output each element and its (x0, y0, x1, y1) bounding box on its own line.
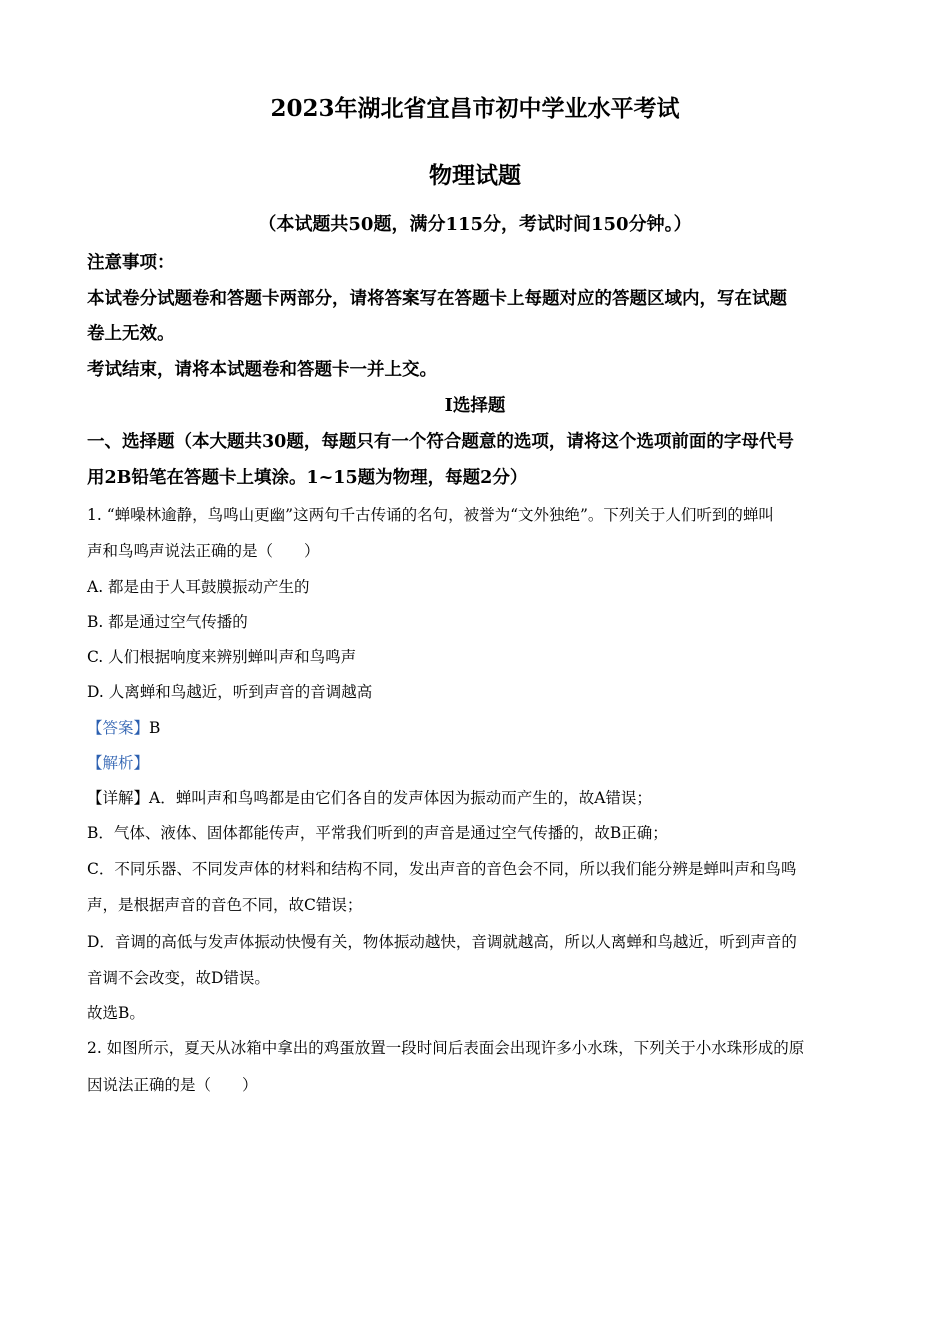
q1-detail-c-line-1: C．不同乐器、不同发声体的材料和结构不同，发出声音的音色会不同，所以我们能分辨是蝉叫声和鸟鸣 (87, 860, 797, 878)
q1-option-a: A. 都是由于人耳鼓膜振动产生的 (87, 578, 310, 596)
q1-option-d: D. 人离蝉和鸟越近，听到声音的音调越高 (87, 683, 373, 701)
notes-line-2: 卷上无效。 (87, 324, 175, 344)
q1-option-b: B. 都是通过空气传播的 (87, 613, 248, 631)
detail-tag: 【详解】 (87, 789, 150, 807)
q1-answer (87, 716, 160, 738)
notes-line-1: 本试卷分试题卷和答题卡两部分，请将答案写在答题卡上每题对应的答题区域内，写在试题 (87, 289, 787, 309)
q1-detail-b: B．气体、液体、固体都能传声，平常我们听到的声音是通过空气传播的，故B正确； (87, 824, 668, 842)
q1-stem-line-2: 声和鸟鸣声说法正确的是（ ） (87, 542, 320, 560)
detail-a-text: A．蝉叫声和鸟鸣都是由它们各自的发声体因为振动而产生的，故A错误； (149, 789, 652, 807)
analysis-tag: 【解析】 (87, 754, 150, 772)
q2-stem-line-1: 2. 如图所示，夏天从冰箱中拿出的鸡蛋放置一段时间后表面会出现许多小水珠，下列关于小水珠形成的原 (87, 1039, 805, 1057)
section-heading-line-1: 一、选择题（本大题共30题，每题只有一个符合题意的选项，请将这个选项前面的字母代号 (87, 432, 794, 452)
notes-heading: 注意事项： (87, 253, 175, 273)
q2-stem-line-2: 因说法正确的是（ ） (87, 1076, 258, 1094)
q1-detail-a (87, 786, 652, 808)
section-heading-line-2: 用2B铅笔在答题卡上填涂。1~15题为物理，每题2分） (87, 468, 528, 488)
q1-stem-line-1: 1. “蝉噪林逾静，鸟鸣山更幽”这两句千古传诵的名句，被誉为“文外独绝”。下列关于人们听到的蝉叫 (87, 506, 774, 524)
q1-option-c: C. 人们根据响度来辨别蝉叫声和鸟鸣声 (87, 648, 357, 666)
answer-value: B (149, 719, 161, 737)
q1-conclusion: 故选B。 (87, 1004, 145, 1022)
exam-subtitle: 物理试题 (429, 162, 521, 189)
notes-line-3: 考试结束，请将本试题卷和答题卡一并上交。 (87, 360, 437, 380)
part-title: I选择题 (444, 396, 506, 416)
q1-detail-d-line-2: 音调不会改变，故D错误。 (87, 969, 270, 987)
q1-detail-d-line-1: D．音调的高低与发声体振动快慢有关，物体振动越快，音调就越高，所以人离蝉和鸟越近，听到声音的 (87, 933, 797, 951)
exam-info: （本试题共50题，满分115分，考试时间150分钟。） (258, 214, 692, 235)
answer-tag: 【答案】 (87, 719, 150, 737)
exam-title: 2023年湖北省宜昌市初中学业水平考试 (270, 95, 680, 122)
q1-detail-c-line-2: 声，是根据声音的音色不同，故C错误； (87, 896, 363, 914)
